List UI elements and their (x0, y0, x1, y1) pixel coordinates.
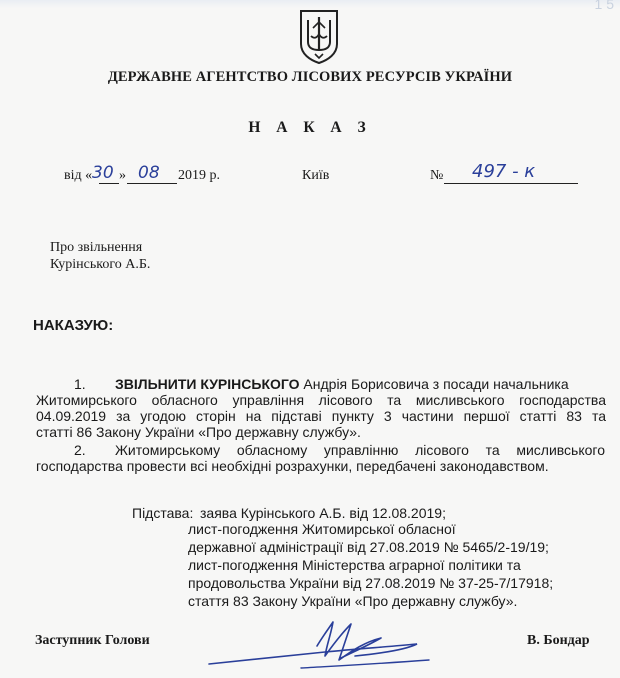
subject-line-1: Про звільнення (50, 240, 143, 255)
handwritten-signature (205, 616, 435, 672)
item-1-line-3: 04.09.2019 за угодою сторін на підставі пункту 3 частини першої статті 83 та (36, 408, 606, 424)
item-1-line-2: Житомирського обласного управління лісового та мисливського господарства (36, 392, 606, 408)
coat-of-arms-icon (297, 8, 341, 64)
basis-line-3: державної адміністрації від 27.08.2019 № 5465/2-19/19; (188, 539, 549, 555)
item-2-number: 2. (74, 442, 86, 458)
item-1-line-4: статті 86 Закону України «Про державну службу». (36, 424, 361, 440)
agency-name: ДЕРЖАВНЕ АГЕНТСТВО ЛІСОВИХ РЕСУРСІВ УКРАЇНИ (107, 69, 513, 85)
document-title: Н А К А З (248, 119, 372, 136)
signatory-name: В. Бондар (527, 633, 590, 648)
order-number: 497 - к (472, 161, 536, 182)
item-2-line-1: Житомирському обласному управлінню лісового та мисливського (115, 442, 605, 458)
date-month: 08 (138, 163, 160, 183)
item-1-rest: Андрія Борисовича з посади начальника (299, 376, 569, 392)
item-1-number: 1. (74, 376, 86, 392)
basis-line-1: заява Курінського А.Б. від 12.08.2019; (200, 505, 446, 521)
city-name: Київ (302, 168, 330, 183)
corner-mark: 1 5 (594, 0, 614, 12)
signatory-position: Заступник Голови (35, 633, 150, 648)
basis-label: Підстава: (132, 505, 194, 521)
subject-line-2: Курінського А.Б. (50, 257, 151, 272)
item-2-line-2: господарства провести всі необхідні розрахунки, передбачені законодавством. (36, 458, 549, 474)
date-prefix: від « (64, 168, 93, 183)
date-day-underline (99, 183, 119, 184)
number-underline (444, 183, 578, 184)
date-month-underline (127, 183, 177, 184)
item-1-line-1 (115, 376, 605, 392)
basis-line-6: стаття 83 Закону України «Про державну службу». (188, 593, 518, 609)
number-label: № (430, 168, 444, 183)
scan-top-band (0, 0, 620, 8)
basis-line-4: лист-погодження Міністерства аграрної політики та (188, 557, 521, 573)
item-1-bold: ЗВІЛЬНИТИ КУРІНСЬКОГО (115, 376, 300, 392)
date-year: 2019 р. (178, 168, 220, 183)
date-day: 30 (92, 163, 114, 183)
date-separator: » (119, 168, 126, 183)
basis-line-5: продовольства України від 27.08.2019 № 37-25-7/17918; (188, 575, 554, 591)
order-word: НАКАЗУЮ: (33, 317, 114, 334)
basis-line-2: лист-погодження Житомирської обласної (188, 521, 456, 537)
